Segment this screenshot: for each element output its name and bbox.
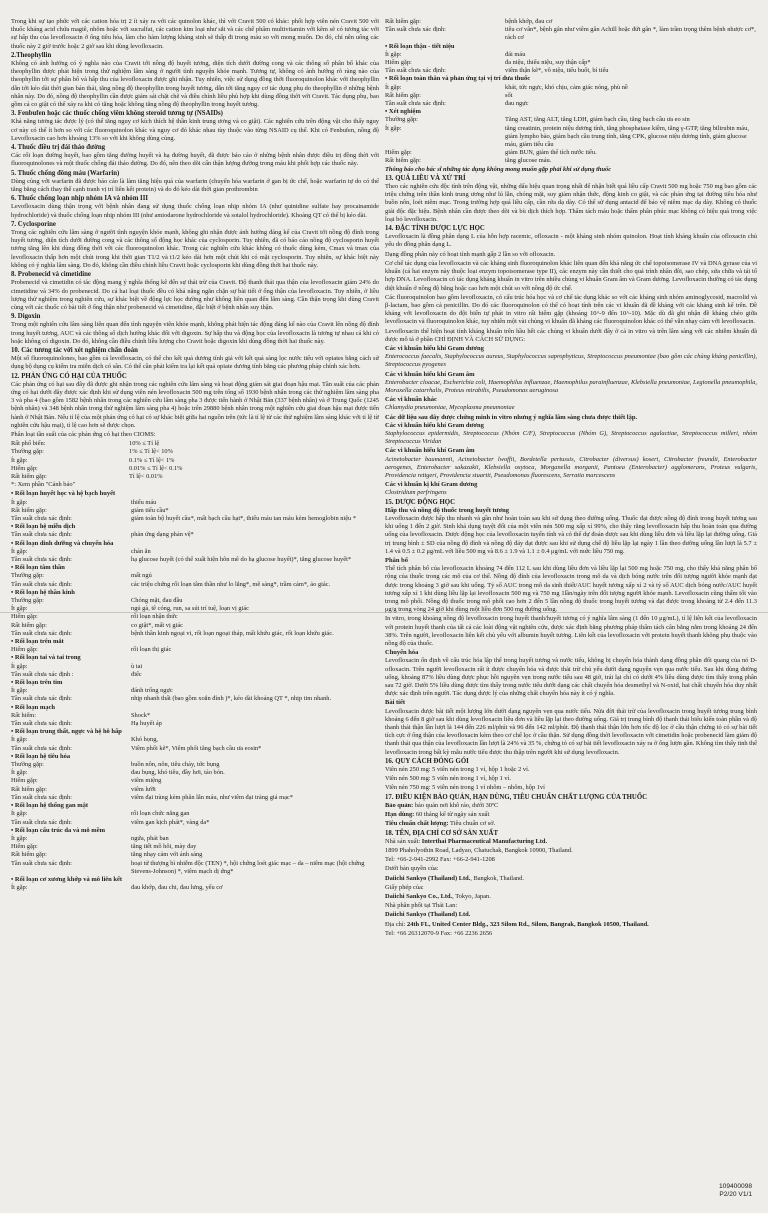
manufacturer-line xyxy=(385,884,757,892)
organism-list: Clostridium perfringens xyxy=(385,489,447,497)
reaction-row xyxy=(11,769,379,777)
frequency-label: Tần suất chưa xác định: xyxy=(385,26,446,34)
reaction-row xyxy=(11,597,379,605)
manufacturer-line xyxy=(385,856,757,864)
frequency-label: Rất hiếm gặp: xyxy=(11,506,47,514)
manufacturer-text: Giấy phép của: xyxy=(385,883,424,891)
frequency-intro: Phân loại tần suất của các phản ứng có hại theo CIOMS: xyxy=(11,430,156,438)
frequency-label: Ít gặp: xyxy=(11,547,28,555)
section-title: 5. Thuốc chống đông máu (Warfarin) xyxy=(11,169,120,177)
frequency-label: Ít gặp: xyxy=(11,769,28,777)
adverse-reaction-groups-continued xyxy=(385,43,757,166)
frequency-label: Tần suất chưa xác định: xyxy=(11,580,72,588)
reaction-row xyxy=(385,100,757,108)
reaction-text: Shock* xyxy=(131,711,151,719)
section-text: Theo các nghiên cứu độc tính trên động vật, những dấu hiệu quan trọng nhất để nhận biết quá liều cấp Cravit 500 mg hoặc 750 mg bao gồm các triệu chứng trên thần kinh trung ương như lú lẫn, chóng mặt, suy giảm nhận thức, động kinh co giật, và các phản ứng tại đường tiêu hóa như buồn nôn, loét niêm mạc. Trong trường hợp quá liều cấp, cần rửa dạ dày. Có thể sử dụng antacid để bảo vệ niêm mạc dạ dày. Không có thuốc giải độc đặc hiệu. Bệnh nhân cần được theo dõi và bù dịch thích hợp. Thẩm tách máu hoặc thẩm phân phúc mạc không có hiệu quả trong việc loại bỏ levofloxacin. xyxy=(385,183,757,223)
reaction-text: viêm đại tràng kèm phân lẫn máu, như viêm đại tràng giả mạc* xyxy=(131,793,293,801)
reaction-row xyxy=(385,84,757,92)
reaction-text: Khó họng, xyxy=(131,736,158,744)
frequency-note: *: Xem phần "Cảnh báo" xyxy=(11,481,76,489)
frequency-label: Tần suất chưa xác định: xyxy=(11,695,72,703)
section-text: Levofloxacin được bài tiết một lượng lớn dưới dạng nguyên vẹn qua nước tiểu. Nửa đời thải trừ của levofloxacin trong huyết tương trung bình khoảng 6 đến 8 giờ sau khi dùng levofloxacin liều đơn và liều lặp lại theo đường uống. Giá trị trung bình độ thanh thải biểu kiến toàn phần và độ thanh thải thận lần lượt là 144 đến 226 ml/phút và 96 đến 142 ml/phút. Độ thanh thải thận lớn hơn tốc độ lọc ở cầu thận chứng tỏ có sự bài tiết tích cực ở ống thận của levofloxacin kèm theo cơ chế lọc ở cầu thận. Sử dụng đồng thời levofloxacin với cimetidin hoặc probenecid làm giảm độ thanh thải qua thận của levofloxacin lần lượt là 24% và 35 %, chứng tỏ có sự bài tiết levofloxacin xảy ra ở ống lượn gần. Không tìm thấy tinh thể levofloxacin trong bất kỳ mẫu nước tiểu được thu thập trên người khi sử dụng levofloxacin. xyxy=(385,707,757,756)
reaction-group-title: • Rối loạn hệ miễn dịch xyxy=(11,523,76,531)
section-title: 17. ĐIỀU KIỆN BẢO QUẢN, HẠN DÙNG, TIÊU CHUẨN CHẤT LƯỢNG CỦA THUỐC xyxy=(385,793,648,801)
manufacturer-line xyxy=(385,893,757,901)
reaction-row xyxy=(385,18,757,26)
frequency-label: Rất hiếm: xyxy=(11,711,37,719)
section-text: In vitro, trong khoảng nồng độ levofloxacin trong huyết thanh/huyết tương có ý nghĩa lâm sàng (1 đến 10 μg/mL), tỉ lệ liên kết của levofloxacin với protein huyết thanh của tất cả các loài động vật nghiên cứu, được xác định bằng phương pháp thẩm tách cân bằng nằm trong khoảng 24 đến 38%. Trên người, levofloxacin liên kết chủ yếu với albumin huyết tương. Liên kết của levofloxacin với protein huyết thanh không phụ thuộc vào nồng độ của thuốc. xyxy=(385,615,757,648)
reaction-text: nhịp nhanh thất (bao gồm xoắn đỉnh )*, kéo dài khoảng QT *, nhịp tim nhanh. xyxy=(131,695,332,703)
manufacturer-info xyxy=(385,838,757,938)
storage-line xyxy=(385,811,757,819)
manufacturer-text: Tel: +66 26312070-9 Fax: +66 2236 2656 xyxy=(385,929,493,937)
section-text: Một số fluoroquinolones, bao gồm cả levofloxacin, có thể cho kết quả dương tính giả với kết quả sàng lọc nước tiểu với opiates bằng cách sử dụng bộ dụng cụ kiểm tra miễn dịch có sẵn. Có thể cần phải kiểm tra lại kết quả opiate dương tính bằng các phương pháp chính xác hơn. xyxy=(11,355,379,371)
reaction-text: đa niệu, thiểu niệu, suy thận cấp* xyxy=(505,59,591,67)
section-title: 14. ĐẶC TÍNH DƯỢC LỰC HỌC xyxy=(385,225,485,233)
reaction-text: Viêm phổi kẽ*, Viêm phổi tăng bạch cầu ưa eosin* xyxy=(131,744,262,752)
reaction-text: bệnh khớp, đau cơ xyxy=(505,18,553,25)
reaction-text: khát, tức ngực, khó chịu, cảm giác nóng, phù nề xyxy=(505,83,628,91)
frequency-label: Rất hiếm gặp: xyxy=(11,621,47,629)
section-text: Levofloxacin thể hiện hoạt tính kháng khuẩn trên hầu hết các chủng vi khuẩn dưới đây ở cả in vitro và trên lâm sàng với các nhiễm khuẩn đã được mô tả ở phần CHỈ ĐỊNH VÀ CÁCH SỬ DỤNG: xyxy=(385,327,757,343)
frequency-label: Rất hiếm gặp: xyxy=(11,472,47,480)
manufacturer-name: Daiichi Sankyo (Thailand) Ltd. xyxy=(385,874,471,882)
reaction-text: Hạ huyết áp xyxy=(131,720,162,728)
manufacturer-name: 24th FL, United Center Bldg., 323 Silom Rd., Silom, Bangrak, Bangkok 10500, Thailand. xyxy=(407,920,649,928)
organism-list: Enterococcus faecalis, Staphylococcus aureus, Staphylococcus saprophyticus, Streptococcus pneumoniae (bao gồm các chủng kháng penicillin), Streptococcus pyogenes xyxy=(385,353,757,369)
right-column xyxy=(385,18,757,939)
frequency-range: 1% ≤ Tỉ lệ< 10% xyxy=(129,448,173,456)
continued-rows xyxy=(385,18,757,43)
reaction-row xyxy=(11,548,379,556)
manufacturer-text: Địa chỉ: xyxy=(385,920,408,928)
reaction-text: ù tai xyxy=(131,662,143,670)
reaction-row xyxy=(385,116,757,124)
manufacturer-text: Nhà phân phối tại Thái Lan: xyxy=(385,902,458,910)
subsection-title: Chuyển hóa xyxy=(385,649,419,657)
section-text: Thể tích phân bố của levofloxacin khoảng 74 đến 112 L sau khi dùng liều đơn và liều lặp lại 500 mg hoặc 750 mg, cho thấy khả năng phân bố rộng của thuốc trong các mô của cơ thể. Nồng độ đỉnh của levofloxacin trong mô da và dịch bóng nước trên đối tượng người khỏe mạnh đạt được trong khoảng 3 giờ sau khi uống. Tỷ số AUC trong mô da sinh thiết/AUC huyết tương xấp xỉ 2 và tỷ số AUC dịch bóng nước/AUC huyết tương xấp xỉ 1 khi dùng liều lặp lại levofloxacin 500 mg và 750 mg 1lần/ngày trên đối tượng người khỏe mạnh. Levofloxacin cũng thấm tốt vào trong mô phổi. Nồng độ thuốc trong mô phổi cao hơn 2 đến 5 lần nồng độ thuốc trong huyết tương và đạt được trong khoảng từ 2.4 đến 11.3 μg/g trong vòng 24 giờ khi dùng một liều đơn 500 mg đường uống. xyxy=(385,565,757,614)
subsection-title: Các vi khuẩn kị khí Gram dương xyxy=(385,481,478,489)
section-text: Dạng đồng phân này có hoạt tính mạnh gấp 2 lần so với ofloxacin. xyxy=(385,250,556,258)
frequency-label: Tần suất chưa xác định: xyxy=(11,720,72,728)
reaction-row xyxy=(11,630,379,638)
frequency-row xyxy=(11,465,379,473)
frequency-label: Tần suất chưa xác định: xyxy=(385,100,446,108)
frequency-label: Rất hiếm gặp: xyxy=(385,18,421,25)
manufacturer-text: Nhà sản xuất: xyxy=(385,837,422,845)
reaction-row xyxy=(11,499,379,507)
storage-list xyxy=(385,802,757,829)
reaction-text: tăng tiết mồ hôi, mày đay xyxy=(131,843,197,851)
document-code: 109400098 xyxy=(718,1183,752,1190)
frequency-label: Thường gặp: xyxy=(11,572,44,580)
reaction-row xyxy=(11,810,379,818)
section-title: 4. Thuốc điều trị đái tháo đường xyxy=(11,144,106,152)
manufacturer-text: 1899 Phaholyothin Road, Ladyao, Chatuchak, Bangkok 10900, Thailand. xyxy=(385,846,573,854)
reaction-row xyxy=(11,556,379,564)
section-title: 12. PHẢN ỨNG CÓ HẠI CỦA THUỐC xyxy=(11,372,127,380)
section-text: Dùng cùng với warfarin đã được báo cáo là làm tăng hiệu quả của warfarin (chuyển hóa warfarin ở gan bị ức chế, hoặc warfarin tự do có thể tăng bằng cách thay thế cạnh tranh vị trí liên kết protein) và do đó kéo dài thời gian prothrombin xyxy=(11,177,379,194)
reaction-text: hoại tử thượng bì nhiễm độc (TEN) *, hội chứng loét giác mạc – da – niêm mạc (hội chứng Stevens-Johnson) *, viêm mạch dị ứng* xyxy=(131,859,365,875)
packaging-line: Viên nén 250 mg: 5 viên nén trong 1 vỉ, hộp 1 hoặc 2 vỉ. xyxy=(385,766,530,774)
reaction-row xyxy=(11,860,379,876)
manufacturer-name: Interthai Pharmaceutical Manufacturing Ltd. xyxy=(421,837,548,845)
frequency-label: Ít gặp: xyxy=(385,50,402,58)
reaction-row xyxy=(385,125,757,150)
reaction-row xyxy=(11,507,379,515)
reaction-row xyxy=(11,515,379,523)
frequency-label: Rất hiếm gặp: xyxy=(385,157,421,165)
reaction-text: tăng glucose máu. xyxy=(505,157,552,165)
frequency-row xyxy=(11,457,379,465)
frequency-label: Tần suất chưa xác định: xyxy=(11,629,72,637)
frequency-label: Rất hiếm gặp: xyxy=(11,851,47,859)
storage-value: bảo quản nơi khô ráo, dưới 30ºC xyxy=(413,801,499,809)
document-footer xyxy=(719,1183,752,1199)
section-text: Levofloxacin là đồng phân dạng L của hỗn hợp racemic, ofloxacin - một kháng sinh nhóm quinolon. Hoạt tính kháng khuẩn của ofloxacin chủ yếu do đồng phân dạng L. xyxy=(385,233,757,249)
section-text: Các rối loạn đường huyết, bao gồm tăng đường huyết và hạ đường huyết, đã được báo cáo ở những bệnh nhân được điều trị đồng thời với fluoroquinolones và một thuốc chống đái tháo đường. Do đó, nên theo dõi cẩn thận lượng đường trong máu khi phối hợp các thuốc này. xyxy=(11,152,379,168)
manufacturer-line xyxy=(385,921,757,929)
reaction-text: phản ứng dạng phản vệ* xyxy=(131,531,194,539)
frequency-label: Ít gặp: xyxy=(11,687,28,695)
frequency-label: Ít gặp: xyxy=(11,736,28,744)
reaction-text: viêm thận kẽ*, vô niệu, tiểu buốt, bí tiểu xyxy=(505,67,609,75)
reaction-row xyxy=(385,51,757,59)
section-text: Levofloxacin dùng thận trọng với bệnh nhân đang sử dụng thuốc chống loạn nhịp nhóm IA (như quinidine sulfate hay procainamide hydrochloride) và thuốc chống loạn nhịp nhóm III (như amiodarone hydrochloride và sotalol hydrochloride). Khoảng QT có thể bị kéo dài. xyxy=(11,203,379,219)
section-title: 7. Cyclosporine xyxy=(11,220,56,228)
reaction-row xyxy=(385,92,757,100)
subsection-title: Các vi khuẩn khác xyxy=(385,396,437,404)
frequency-label: Hiếm gặp: xyxy=(11,646,38,654)
frequency-label: Hiếm gặp: xyxy=(11,613,38,621)
frequency-label: Tần suất chưa xác định: xyxy=(11,859,72,867)
reaction-row xyxy=(11,884,379,892)
frequency-label: Hiếm gặp: xyxy=(11,843,38,851)
manufacturer-line xyxy=(385,911,757,919)
section-title: 15. DƯỢC ĐỘNG HỌC xyxy=(385,498,455,506)
manufacturer-line xyxy=(385,902,757,910)
reaction-text: sốt xyxy=(505,91,513,99)
reaction-row xyxy=(11,761,379,769)
section-text: Levofloxacin được hấp thu nhanh và gần như hoàn toàn sau khi sử dụng theo đường uống. Thuốc đạt được nồng độ đỉnh trong huyết tương sau khi uống 1 đến 2 giờ. Sinh khả dụng tuyệt đối của một viên nén 500 mg xấp xỉ 99%, cho thấy rằng levofloxacin hấp thu hoàn toàn qua đường uống của levofloxacin. Dược động học của levofloxacin tuyến tính và có thể dự đoán được sau khi dùng liều đơn và liều lặp lại đường uống. Giá trị trung bình ± SD của nồng độ đỉnh và nồng độ đáy đạt được sau khi sử dụng chế độ liều lặp lại ngày 1 lần theo đường uống lần lượt là 5.7 ± 1.4 và 0.5 ± 0.2 μg/mL với liều 500 mg và 8.6 ± 1.9 và 1.1 ± 0.4 μg/mL với mức liều 750 mg. xyxy=(385,514,757,555)
reaction-row xyxy=(11,613,379,621)
packaging-line: Viên nén 750 mg: 5 viên nén trong 1 vỉ nhôm – nhôm, hộp 1vỉ xyxy=(385,784,545,792)
frequency-label: Ít gặp: xyxy=(11,662,28,670)
reaction-text: rối loạn thị giác xyxy=(131,646,172,654)
frequency-label: Tần suất chưa xác định: xyxy=(11,531,72,539)
reaction-text: viêm miệng xyxy=(131,777,162,785)
reaction-group-title: • Rối loạn tai và tai trong xyxy=(11,654,81,662)
frequency-label: Tần suất chưa xác định : xyxy=(11,670,74,678)
frequency-label: Rất hiếm gặp: xyxy=(385,91,421,99)
manufacturer-line xyxy=(385,930,757,938)
frequency-label: Ít gặp: xyxy=(11,810,28,818)
frequency-label: Ít gặp: xyxy=(385,83,402,91)
reaction-group-title: • Rối loạn trên tim xyxy=(11,679,63,687)
reaction-row xyxy=(11,671,379,679)
section-title: 9. Digoxin xyxy=(11,313,41,321)
reaction-text: đánh trống ngực xyxy=(131,687,173,695)
frequency-range: 0.1% ≤ Tỉ lệ< 1% xyxy=(129,456,175,464)
section-text: Probenecid và cimetidin có tác động mang ý nghĩa thống kê đến sự thải trừ của Cravit. Độ thanh thải qua thận của levofloxacin giảm 24% do cimetidine và 34% do probenecid. Do cả hai loại thuốc đều có khả năng ngăn chặn sự bài tiết ở ống thận của levofloxacin. Tuy nhiên, ở liều lượng thử nghiệm trong nghiên cứu, sự khác biệt về động lực học đường như không liên quan đến lâm sàng. Cần thận trọng khi dùng Cravit cùng với các thuốc có bài tiết ở ống thận như probenecid và cimetidine, đặc biệt ở bệnh nhân suy thận. xyxy=(11,279,379,311)
reaction-row xyxy=(11,695,379,703)
subsection-title: Phân bố xyxy=(385,557,408,564)
reaction-text: giảm toàn bộ huyết cầu*, mất bạch cầu hạt*, thiếu máu tan máu kèm hemoglobin niệu * xyxy=(131,514,357,522)
reaction-row xyxy=(385,157,757,165)
storage-label: Hạn dùng: xyxy=(385,811,415,819)
reaction-text: đau khớp, đau chi, đau lưng, yếu cơ xyxy=(131,884,223,892)
reaction-text: điếc xyxy=(131,670,142,678)
reaction-row xyxy=(385,149,757,157)
reaction-row xyxy=(11,581,379,589)
reaction-row xyxy=(11,622,379,630)
reaction-group-title: • Rối loạn cơ xương khớp và mô liên kết xyxy=(11,875,123,883)
reaction-row xyxy=(11,786,379,794)
reaction-row xyxy=(385,67,757,75)
section-title: 8. Probenecid và cimetidine xyxy=(11,271,91,279)
reaction-row xyxy=(11,720,379,728)
storage-line xyxy=(385,820,757,828)
reaction-text: bệnh thần kinh ngoại vi, rối loạn ngoại tháp, mất khứu giác, rối loạn khứu giác. xyxy=(131,629,334,637)
reaction-text: giảm tiểu cầu* xyxy=(131,506,169,514)
notify-doctor-note: Thông báo cho bác sĩ những tác dụng không mong muốn gặp phải khi sử dụng thuốc xyxy=(385,165,612,173)
reaction-group-title: • Rối loạn hệ tiêu hóa xyxy=(11,752,71,760)
reaction-group-title: • Rối loạn mạch xyxy=(11,703,55,711)
manufacturer-line xyxy=(385,865,757,873)
reaction-row xyxy=(11,646,379,654)
reaction-text: rối loạn nhận thức xyxy=(131,613,178,621)
frequency-label: Ít gặp: xyxy=(11,884,28,892)
frequency-row xyxy=(11,448,379,456)
reaction-text: tăng creatinin, protein niệu dương tính, tăng phosphatase kiềm, tăng γ-GTP, tăng bilirubin máu, giảm lympho bào, giảm bạch cầu trung tính, tăng CPK, glucose niệu dương tính, giảm glucose máu, giảm tiểu cầu xyxy=(505,124,749,149)
frequency-label: Ít gặp: xyxy=(11,834,28,842)
manufacturer-text: Dưới bản quyền của: xyxy=(385,865,439,873)
manufacturer-line xyxy=(385,838,757,846)
reaction-text: chán ăn xyxy=(131,547,151,555)
frequency-label: Thường gặp: xyxy=(385,116,418,124)
frequency-label: Hiếm gặp: xyxy=(385,59,412,67)
frequency-label: Tần suất chưa xác định: xyxy=(11,818,72,826)
reaction-text: Tăng AST, tăng ALT, tăng LDH, giảm bạch cầu, tăng bạch cầu ưa eo sin xyxy=(505,116,690,124)
organism-list: Enterobacter cloacae, Escherichia coli, Haemophilus influenzae, Haemophilus parainfluenzae, Klebsiella pneumoniae, Legionella pneumophila, Moraxella catarrhalis, Proteus mirabilis, Pseudomonas aeruginosa xyxy=(385,378,757,394)
reaction-group-title: • Rối loạn tâm thần xyxy=(11,564,65,572)
section-text: Các phản ứng có hại sau đây đã được ghi nhận trong các nghiên cứu lâm sàng và hoạt động giám sát giai đoạn hậu mại. Tần suất của các phản ứng có hại dưới đây được xác định khi sử dụng viên nén levofloxacin 500 mg trên tổng số 1930 bệnh nhân trong các thử nghiệm lâm sàng pha 3 và pha 4 (bao gồm 1582 bệnh nhân trong các nghiên cứu lâm sàng pha 3 được tiến hành ở Nhật Bản (337 bệnh nhân) và ở Trung Quốc (1245 bệnh nhân) và 348 bệnh nhân trong thử nghiệm lâm sàng pha 4) hoặc trên 29880 bệnh nhân trong một nghiên cứu giai đoạn hậu mại được tiến hành ở Nhật Bản. Nếu tỉ lệ của một phản ứng có hại có sự khác biệt giữa hai nguồn trên (tức là tỉ lệ từ các thử nghiệm lâm sàng khác với tỉ lệ từ nghiên cứu hậu mại), tỉ lệ cao hơn sẽ được chọn. xyxy=(11,380,379,429)
frequency-row xyxy=(11,440,379,448)
subsection-title: Bài tiết xyxy=(385,699,406,707)
reaction-text: Chóng mặt, đau đầu xyxy=(131,597,183,605)
storage-label: Bảo quản: xyxy=(385,801,414,809)
manufacturer-text: , Bangkok, Thailand. xyxy=(470,874,524,882)
reaction-text: đái máu xyxy=(505,50,526,58)
frequency-label: Ít gặp: xyxy=(11,605,28,613)
section-title: 13. QUÁ LIỀU VÀ XỬ TRÍ xyxy=(385,174,466,182)
reaction-text: rối loạn chức năng gan xyxy=(131,810,190,818)
subsection-title: Các vi khuẩn hiếu khí Gram âm xyxy=(385,447,475,455)
reaction-group-title: • Rối loạn thận - tiết niệu xyxy=(385,42,455,50)
reaction-row xyxy=(11,572,379,580)
manufacturer-text: Tel: +66-2-941-2992 Fax: +66-2-941-1208 xyxy=(385,856,495,864)
reaction-row xyxy=(11,745,379,753)
reaction-text: viêm gan kịch phát*, vàng da* xyxy=(131,818,210,826)
reaction-row xyxy=(11,777,379,785)
section-title: 16. QUY CÁCH ĐÓNG GÓI xyxy=(385,757,469,765)
section-title: 18. TÊN, ĐỊA CHỈ CƠ SỞ SẢN XUẤT xyxy=(385,829,498,837)
section-text: Các fluoroquinolon bao gồm levofloxacin, có cấu trúc hóa học và cơ chế tác dụng khác so với các kháng sinh nhóm aminoglycosid, macrolid và β-lactam, bao gồm cả penicillin. Do đó các fluoroquinolon có thể có hoạt tính trên các vi khuẩn đã đề kháng với các kháng sinh kể trên. Đề kháng với levofloxacin do đột biến tự phát in vitro rất hiếm gặp (khoảng 10^-9 đến 10^-10). Mặc dù đã ghi nhận đề kháng chéo giữa levofloxacin và fluoroquinolon khác, tuy nhiên một vài chủng vi khuẩn đã kháng các fluoroquinolon khác có thể vẫn nhạy cảm với levofloxacin. xyxy=(385,293,757,326)
subsection-title: Các vi khuẩn hiếu khí Gram dương xyxy=(385,344,484,352)
reaction-text: tiêu cơ vân*, bệnh gân như viêm gân Achill hoặc đứt gân *, làm trầm trọng thêm bệnh nhược cơ*, rách cơ xyxy=(505,26,756,42)
organism-list: Staphylococcus epidermidis, Streptococcus (Nhóm C/F), Streptococcus (Nhóm G), Streptococcus agalactiae, Streptococcus milleri, nhóm Streptococcus Viridan xyxy=(385,429,757,446)
reaction-row xyxy=(11,819,379,827)
reaction-text: viêm lưỡi xyxy=(131,785,156,793)
storage-value: 60 tháng kể từ ngày sản xuất xyxy=(414,811,490,819)
reaction-row xyxy=(11,835,379,843)
manufacturer-text: , Tokyo, Japan. xyxy=(452,892,491,900)
intro-paragraph: Trong khi sự tạo phức với các cation hóa trị 2 ít xảy ra với các quinolon khác, thì với Cravit 500 có khác: phối hợp viên nén Cravit 500 với thuốc kháng acid chứa magiê, nhôm hoặc với sucralfat, các cation kim loại như sắt và các chế phẩm multivitamin với kẽm sẽ có tương tác với sự hấp thu của levofloxacin ở ống tiêu hóa, làm cho hàm lượng kháng sinh sẽ thấp đi trong máu so với mong muốn. Do đó, chỉ nên uống các thuốc này 2 giờ trước hoặc 2 giờ sau khi dùng levofloxacin. xyxy=(11,18,379,50)
section-title: 10. Các tương tác với xét nghiệm chẩn đoán xyxy=(11,346,138,354)
frequency-label: Thường gặp: xyxy=(11,448,44,456)
frequency-label: Thường gặp: xyxy=(11,597,44,605)
reaction-text: đau bụng, khó tiêu, đầy hơi, táo bón. xyxy=(131,769,225,777)
subsection-title: Hấp thu và nồng độ thuốc trong huyết tương xyxy=(385,506,510,514)
frequency-range: 0.01% ≤ Tỉ lệ< 0.1% xyxy=(129,464,183,472)
reaction-text: đau ngực xyxy=(505,100,529,108)
subsection-title: Các dữ liệu sau đây được chứng minh in vitro nhưng ý nghĩa lâm sàng chưa được thiết lập. xyxy=(385,413,638,421)
section-title: 2.Theophyllin xyxy=(11,51,52,59)
reaction-text: giảm BUN, giảm thể tích nước tiểu. xyxy=(505,149,597,157)
section-text: Levofloxacin ổn định về cấu trúc hóa lập thể trong huyết tương và nước tiểu, không bị chuyển hóa thành dạng đồng phân đối quang của nó D-ofloxacin. Trên người levofloxacin rất ít được chuyển hóa và được thải trừ chủ yếu dưới dạng nguyên vẹn qua nước tiểu. Sau khi dùng đường uống, khoảng 87% liều dùng được phục hồi nguyên vẹn trong nước tiểu sau 48 giờ, trái lại chỉ có dưới 4% liều dùng được tìm thấy trong phân sau 72 giờ. Dưới 5% liều dùng được tìm thấy trong nước tiểu dưới dạng các chất chuyển hóa desmethyl và N-oxid, hai chất chuyển hóa duy nhất được xác định trên người. Tác dụng dược lý của những chất chuyển hóa này ít có ý nghĩa. xyxy=(385,657,757,698)
reaction-row xyxy=(385,26,757,42)
document-revision: P2/20 V1/1 xyxy=(719,1191,752,1198)
packaging-list xyxy=(385,766,757,793)
reaction-text: hạ glucose huyết (có thể xuất hiện hôn mê do hạ glucose huyết)*, tăng glucose huyết* xyxy=(131,556,352,563)
frequency-row xyxy=(11,473,379,481)
reaction-group-title: • Rối loạn cấu trúc da và mô mềm xyxy=(11,826,105,834)
packaging-line: Viên nén 500 mg: 5 viên nén trong 1 vỉ, hộp 1 vỉ. xyxy=(385,775,511,783)
reaction-row xyxy=(385,59,757,67)
frequency-range: 10% ≤ Tỉ lệ xyxy=(129,440,160,448)
reaction-group-title: • Rối loạn hệ thần kinh xyxy=(11,588,75,596)
frequency-label: Rất phổ biến: xyxy=(11,440,46,448)
reaction-group-title: • Rối loạn hệ thống gan mật xyxy=(11,802,89,810)
reaction-group-title: • Rối loạn huyết học và hệ bạch huyết xyxy=(11,490,116,498)
storage-value: Tiêu chuẩn cơ sở. xyxy=(448,820,496,828)
reaction-row xyxy=(11,663,379,671)
frequency-label: Tần suất chưa xác định: xyxy=(11,793,72,801)
reaction-row xyxy=(11,712,379,720)
organism-list: Acinetobacter baumannii, Acinetobacter lwoffii, Bordetella pertussis, Citrobacter (diversus) koseri, Citrobacter freundii, Enterobacter aerogenes, Enterobacter sakazakii, Klebsiella oxytoca, Morganella morganii, Pantoea (Enterobacter) agglomerans, Proteus vulgaris, Providencia rettgeri, Providencia stuartii, Pseudomonas fluorescens, Serratia marcescens xyxy=(385,455,757,479)
section-title: 6. Thuốc chống loạn nhịp nhóm IA và nhóm III xyxy=(11,195,148,203)
section-text: Không có ảnh hưởng có ý nghĩa nào của Cravit tới nồng độ huyết tương, diện tích dưới đường cong và các thông số phân bố khác của theophyllin được phát hiện trong thử nghiệm lâm sàng ở người tình nguyện khỏe mạnh. Tương tự, không có ảnh hưởng rõ ràng nào của theophyllin tới sự phân bố và hấp thu của levofloxacin được ghi nhận. Tuy nhiên, việc sử dụng đồng thời fluoroquinolon khác với theophyllin dẫn tới kéo dài thời gian bán thải, tăng nồng độ theophyllin trong huyết tương, dẫn tới tăng nguy cơ tác dụng phụ do theophyllin ở những bệnh nhân này. Do đó, nồng độ theophyllin cần được giám sát chặt chẽ và điều chỉnh liều phù hợp khi dùng đồng thời với Cravit. Tác dụng phụ, bao gồm cả co giật có thể xảy ra khi có tăng hoặc không tăng nồng độ theophyllin trong huyết tương. xyxy=(11,60,379,109)
manufacturer-name: Daiichi Sankyo (Thailand) Ltd. xyxy=(385,911,471,919)
reaction-text: mất ngủ xyxy=(131,572,152,580)
reaction-group-title: • Rối loạn toàn thân và phản ứng tại vị trí đưa thuốc xyxy=(385,75,531,83)
section-text: Khả năng tương tác được lý (có thể tăng nguy cơ kích thích hệ thần kinh trung ương và co giật). Các nghiên cứu trên động vật cho thấy nguy cơ này có thể ít hơn so với các fluoroquinolon khác và nguy cơ đó khác nhau tùy thuộc vào từng NSAID cụ thể. Khi có Fenbufen, nồng độ Levofloxacin cao hơn khoảng 13% so với khi không dùng cùng. xyxy=(11,118,379,142)
section-text: Trong một nghiên cứu lâm sàng liên quan đến tình nguyện viên khỏe mạnh, không phát hiện tác động đáng kể nào của Cravit lên nồng độ đỉnh trong huyết tương, AUC và các thông số dịch hướng khác đối với digoxin. Sự hấp thu và động học của levofloxacin là tương tự nhau cả khi có hoặc không có digoxin. Do đó, không cần điều chỉnh liều lượng cho Cravit hoặc digoxin khi dùng đồng thời hai thuốc này. xyxy=(11,321,379,345)
frequency-label: Tần suất chưa xác định: xyxy=(11,514,72,522)
reaction-row xyxy=(11,605,379,613)
organism-list: Chlamydia pneumoniae, Mycoplasma pneumoniae xyxy=(385,404,515,412)
frequency-range: Tỉ lệ< 0.01% xyxy=(129,472,163,480)
frequency-label: Hiếm gặp: xyxy=(11,777,38,785)
reaction-row xyxy=(11,736,379,744)
left-column xyxy=(11,18,379,892)
reaction-text: ngủ gà, tê cóng, run, sa sút trí tuệ, loạn vị giác xyxy=(131,605,250,613)
reaction-text: các triệu chứng rối loạn tâm thần như lo lắng*, mê sảng*, trầm cảm*, ảo giác. xyxy=(131,580,331,588)
storage-label: Tiêu chuẩn chất lượng: xyxy=(385,820,449,828)
adverse-reaction-groups xyxy=(11,490,379,892)
section-text: Cơ chế tác dụng của levofloxacin và các kháng sinh fluoroquinolon khác liên quan đến khả năng ức chế topoisomerase IV và DNA gyrase của vi khuẩn (cả hai enzym này thuộc loại enzym topoisomerase type II), các enzym này cần thiết cho quá trình nhân đôi, sao chép, sửa chữa và tái tổ hợp DNA. Levofloxacin có tác dụng kháng khuẩn in vitro trên nhiều chủng vi khuẩn Gram âm và Gram dương. Levofloxacin thường có tác dụng diệt khuẩn ở nồng độ bằng hoặc cao hơn một chút so với nồng độ ức chế. xyxy=(385,259,758,292)
reaction-row xyxy=(11,851,379,859)
section-title: 3. Fenbufen hoặc các thuốc chống viêm không steroid tương tự (NSAIDs) xyxy=(11,110,223,118)
reaction-row xyxy=(11,687,379,695)
manufacturer-name: Daiichi Sankyo Co., Ltd. xyxy=(385,892,453,900)
reaction-text: tăng nhạy cảm với ánh sáng xyxy=(131,851,203,859)
reaction-text: co giật*, mất vị giác xyxy=(131,621,183,629)
frequency-label: Tần suất chưa xác định: xyxy=(385,67,446,75)
frequency-label: Tần suất chưa xác định: xyxy=(11,556,72,563)
frequency-label: Ít gặp: xyxy=(385,124,402,132)
reaction-group-title: • Xét nghiệm xyxy=(385,108,421,116)
reaction-group-title: • Rối loạn trung thất, ngực và hệ hô hấp xyxy=(11,728,122,736)
storage-line xyxy=(385,802,757,810)
subsection-title: Các vi khuẩn hiếu khí Gram âm xyxy=(385,370,475,378)
reaction-text: buồn nôn, nôn, tiêu chảy, tức bụng xyxy=(131,761,220,769)
subsection-title: Các vi khuẩn hiếu khí Gram dương xyxy=(385,421,484,429)
frequency-label: Thường gặp: xyxy=(11,761,44,769)
frequency-label: Tần suất chưa xác định: xyxy=(11,744,72,752)
reaction-text: ngứa, phát ban xyxy=(131,834,169,842)
reaction-row xyxy=(11,843,379,851)
manufacturer-line xyxy=(385,875,757,883)
reaction-group-title: • Rối loạn trên mắt xyxy=(11,638,64,646)
frequency-label: Hiếm gặp: xyxy=(11,464,38,472)
reaction-group-title: • Rối loạn dinh dưỡng và chuyển hóa xyxy=(11,539,114,547)
frequency-label: Hiếm gặp: xyxy=(385,149,412,157)
reaction-row xyxy=(11,794,379,802)
manufacturer-line xyxy=(385,847,757,855)
reaction-row xyxy=(11,531,379,539)
reaction-text: thiếu máu xyxy=(131,498,157,506)
frequency-list xyxy=(11,440,379,481)
frequency-label: Rất hiếm gặp: xyxy=(11,785,47,793)
frequency-label: Ít gặp: xyxy=(11,456,28,464)
section-text: Trong các nghiên cứu lâm sàng ở người tình nguyện khỏe mạnh, không ghi nhận được ảnh hưởng đáng kể của Cravit tới nồng độ đỉnh trong huyết tương, diện tích dưới đường cong và các thông số động học khác của cyclosporin. Tuy nhiên, đã có báo cáo nồng độ cyclosporin huyết tương tăng lên khi dùng đồng thời với các fluoroquinolon khác. Trong các nghiên cứu khác không có thuốc dùng kèm, Cmax và tmax của levofloxacin thấp hơn một chút trong khi thời gian T1/2 và t1/2 kéo dài hơn một chút khi có mặt cyclosporin. Tuy nhiên, sự khác biệt này không có ý nghĩa lâm sàng. Do đó, không cần điều chỉnh liều Cravit hoặc cyclosporin khi dùng đồng thời hai thuốc này. xyxy=(11,229,379,269)
frequency-label: Ít gặp: xyxy=(11,498,28,506)
